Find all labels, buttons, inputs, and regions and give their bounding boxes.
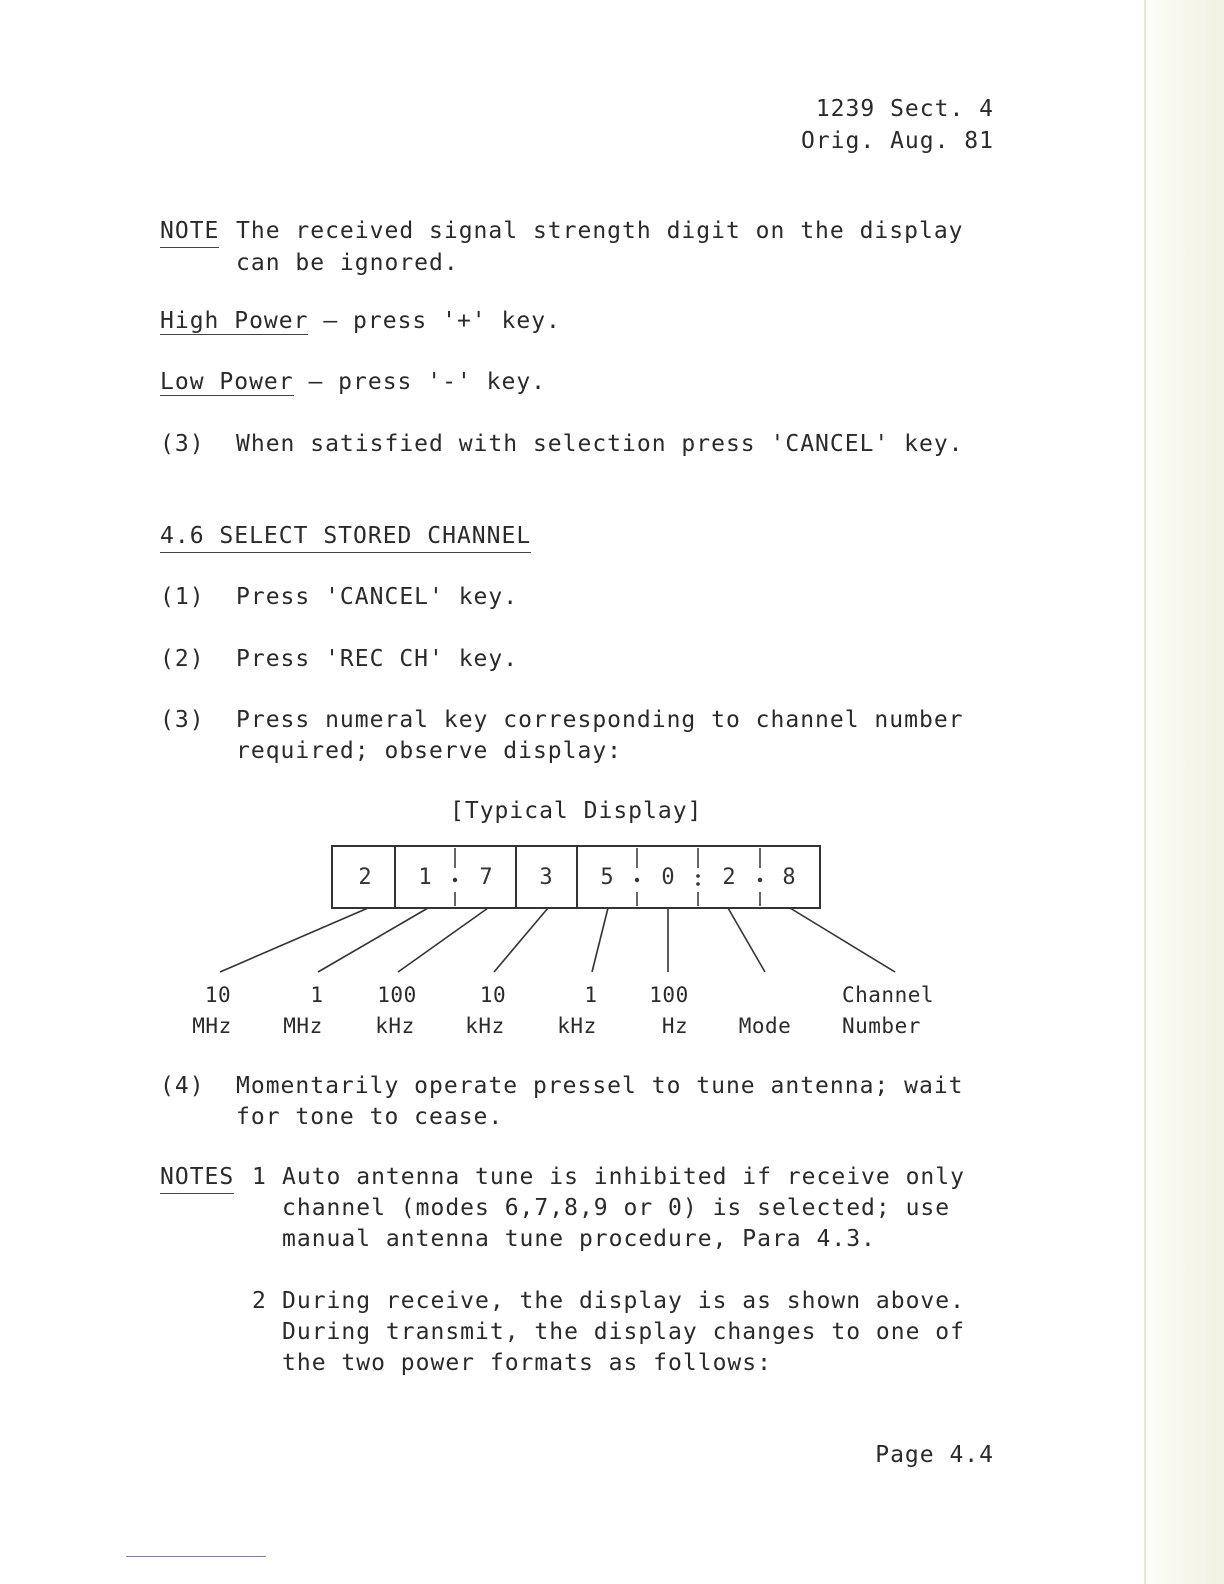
step-number: (3) xyxy=(160,707,205,733)
display-label-value: 10 xyxy=(204,983,232,1007)
high-power-text: — press '+' key. xyxy=(308,308,561,334)
note-text: channel (modes 6,7,8,9 or 0) is selected; use xyxy=(282,1195,951,1221)
page-number: Page 4.4 xyxy=(875,1442,994,1468)
display-caption: [Typical Display] xyxy=(450,798,703,824)
display-label-unit: Mode xyxy=(738,1014,792,1038)
footer-rule xyxy=(126,1556,266,1557)
display-digit: 8 xyxy=(782,865,796,890)
step-text: Press 'CANCEL' key. xyxy=(236,584,519,610)
note-text: the two power formats as follows: xyxy=(282,1350,772,1376)
display-label-unit: kHz xyxy=(465,1014,505,1038)
step-text: for tone to cease. xyxy=(236,1104,504,1130)
section-heading: 4.6 SELECT STORED CHANNEL xyxy=(160,521,531,553)
step-text: Momentarily operate pressel to tune antenna; wait xyxy=(236,1073,964,1099)
step-text: Press 'REC CH' key. xyxy=(236,646,519,672)
notes-label: NOTES xyxy=(160,1162,234,1194)
display-label-unit: Hz xyxy=(661,1014,689,1038)
display-digit: 2 xyxy=(722,865,736,890)
step-text: Press numeral key corresponding to channel number xyxy=(236,707,964,733)
display-digit: 7 xyxy=(479,865,493,890)
leader-line xyxy=(592,908,608,972)
display-digit: 1 xyxy=(418,865,432,890)
note-text: During transmit, the display changes to one of xyxy=(282,1319,965,1345)
decimal-dot xyxy=(758,878,762,882)
decimal-dot xyxy=(635,878,639,882)
display-label-unit: kHz xyxy=(557,1014,597,1038)
display-digit: 0 xyxy=(661,865,675,890)
doc-reference: 1239 Sect. 4 xyxy=(815,96,994,122)
display-label-unit: MHz xyxy=(283,1014,323,1038)
decimal-dot xyxy=(453,878,457,882)
decimal-dot xyxy=(696,882,700,886)
note-text: manual antenna tune procedure, Para 4.3. xyxy=(282,1226,876,1252)
display-digit: 2 xyxy=(358,865,372,890)
display-label-value: 10 xyxy=(479,983,507,1007)
display-digit: 3 xyxy=(539,865,553,890)
display-label-value: 100 xyxy=(377,983,417,1007)
leader-line xyxy=(494,908,548,972)
step-number: (1) xyxy=(160,584,205,610)
display-label-value: 1 xyxy=(310,983,324,1007)
display-label-unit: MHz xyxy=(192,1014,232,1038)
decimal-dot xyxy=(696,874,700,878)
note-number: 1 xyxy=(252,1164,267,1190)
step-number: (3) xyxy=(160,431,205,457)
note-line-2: can be ignored. xyxy=(236,250,459,276)
display-label-unit: Number xyxy=(842,1014,921,1038)
display-label-value: 1 xyxy=(584,983,598,1007)
leader-line xyxy=(220,908,368,972)
low-power-label: Low Power xyxy=(160,369,294,395)
step-number: (2) xyxy=(160,646,205,672)
note-label: NOTE xyxy=(160,216,219,248)
display-label-value: Channel xyxy=(842,983,935,1007)
low-power-text: — press '-' key. xyxy=(293,369,547,395)
note-line-1: The received signal strength digit on the display xyxy=(236,218,964,244)
display-label-value: 100 xyxy=(649,983,689,1007)
display-digit: 5 xyxy=(600,865,614,890)
step-number: (4) xyxy=(160,1073,205,1099)
leader-line xyxy=(790,908,895,972)
step-text: When satisfied with selection press 'CANCEL' key. xyxy=(236,431,964,457)
leader-line xyxy=(728,908,765,972)
display-label-unit: kHz xyxy=(375,1014,415,1038)
high-power-label: High Power xyxy=(160,308,309,334)
note-text: During receive, the display is as shown above. xyxy=(282,1288,965,1314)
step-text: required; observe display: xyxy=(236,738,623,764)
note-text: Auto antenna tune is inhibited if receive only xyxy=(282,1164,965,1190)
revision-date: Orig. Aug. 81 xyxy=(800,128,994,154)
note-number: 2 xyxy=(252,1288,267,1314)
